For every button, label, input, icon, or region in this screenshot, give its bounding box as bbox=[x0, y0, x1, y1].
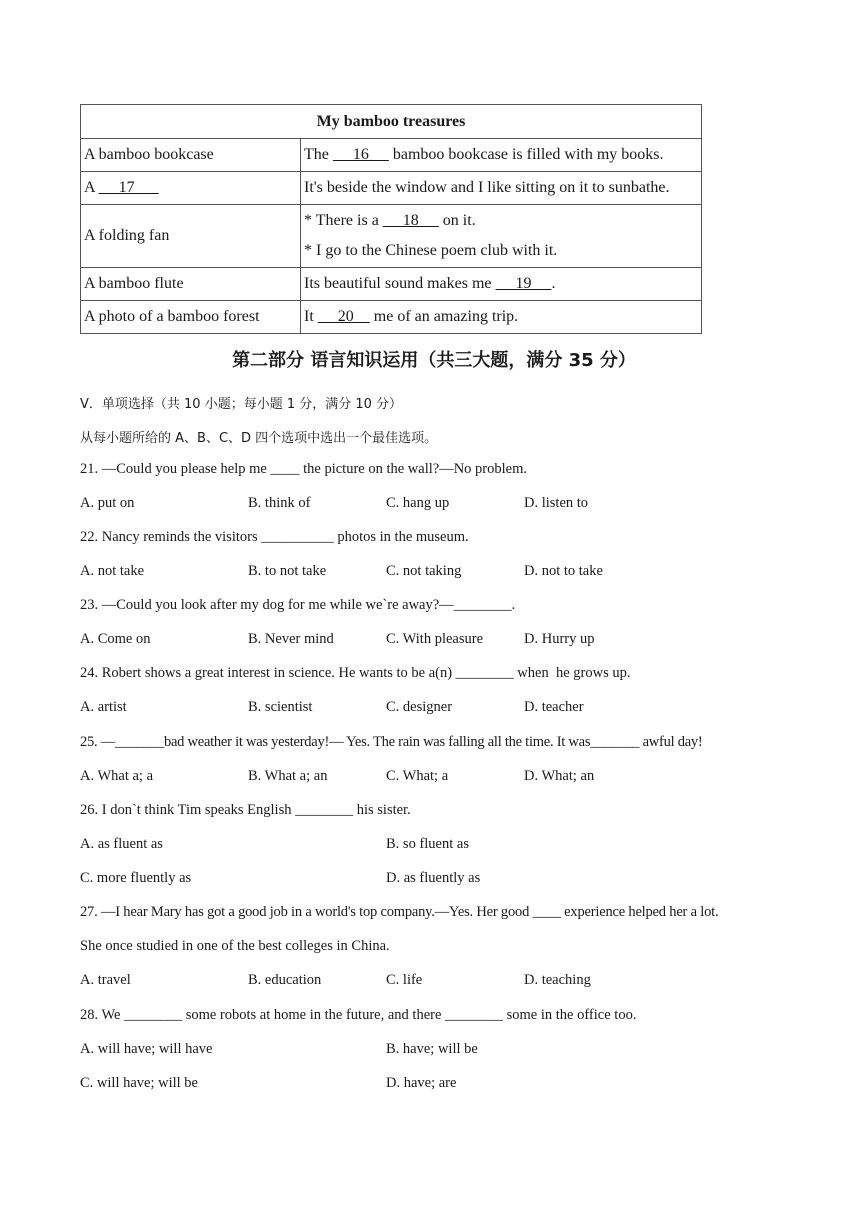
option-b: B. to not take bbox=[248, 563, 327, 579]
question-stem: 21. —Could you please help me ____ the picture on the wall?—No problem. bbox=[80, 461, 527, 477]
table-cell-item: A bamboo flute bbox=[81, 268, 301, 301]
table-row bbox=[81, 139, 702, 172]
option-b: B. Never mind bbox=[248, 631, 334, 647]
table-cell-desc bbox=[301, 205, 702, 268]
option-d: D. listen to bbox=[524, 495, 589, 511]
table-cell-item: A folding fan bbox=[81, 205, 301, 268]
table-cell-desc bbox=[301, 268, 702, 301]
section-title: 第二部分 语言知识运用（共三大题，满分 35 分） bbox=[232, 350, 636, 371]
option-c: C. hang up bbox=[386, 495, 450, 511]
question-stem: 27. —I hear Mary has got a good job in a world's top company.—Yes. Her good ____ experience helped her a lot. bbox=[80, 904, 719, 920]
option-d: D. not to take bbox=[524, 563, 603, 579]
bamboo-treasures-table bbox=[80, 104, 702, 334]
cell-line bbox=[304, 206, 698, 236]
question-stem: 23. —Could you look after my dog for me while we`re away?—________. bbox=[80, 597, 516, 613]
blank-18: 18 bbox=[382, 212, 439, 229]
option-a: A. put on bbox=[80, 495, 135, 511]
question-stem: 26. I don`t think Tim speaks English ________ his sister. bbox=[80, 802, 411, 818]
part-heading: V．单项选择（共 10 小题；每小题 1 分，满分 10 分） bbox=[80, 397, 403, 412]
option-a: A. as fluent as bbox=[80, 836, 163, 852]
cell-text: It bbox=[304, 308, 318, 325]
option-a: A. not take bbox=[80, 563, 145, 579]
table-cell-desc: It's beside the window and I like sitting on it to sunbathe. bbox=[301, 172, 702, 205]
cell-text: bamboo bookcase is filled with my books. bbox=[388, 146, 664, 163]
blank-20: 20 bbox=[317, 308, 370, 325]
table-cell-item: A photo of a bamboo forest bbox=[81, 301, 301, 334]
option-c: C. not taking bbox=[386, 563, 462, 579]
option-c: C. life bbox=[386, 972, 423, 988]
cell-text: Its beautiful sound makes me bbox=[304, 275, 496, 292]
table-row bbox=[81, 301, 702, 334]
question-stem: 24. Robert shows a great interest in science. He wants to be a(n) ________ when he grows up. bbox=[80, 665, 631, 681]
option-c: C. more fluently as bbox=[80, 870, 192, 886]
option-d: D. Hurry up bbox=[524, 631, 595, 647]
option-c: C. will have; will be bbox=[80, 1075, 198, 1091]
option-b: B. think of bbox=[248, 495, 311, 511]
table-row bbox=[81, 205, 702, 268]
cell-text: * There is a bbox=[304, 212, 383, 229]
option-a: A. will have; will have bbox=[80, 1041, 213, 1057]
question-stem: 25. —_______bad weather it was yesterday!— Yes. The rain was falling all the time. It was_______ awful day! bbox=[80, 734, 703, 750]
blank-19: 19 bbox=[495, 275, 552, 292]
option-d: D. teaching bbox=[524, 972, 591, 988]
cell-line: * I go to the Chinese poem club with it. bbox=[304, 242, 558, 259]
cell-text: . bbox=[551, 275, 556, 292]
table-cell-item bbox=[81, 172, 301, 205]
option-c: C. What; a bbox=[386, 768, 449, 784]
option-a: A. What a; a bbox=[80, 768, 154, 784]
part-instruction: 从每小题所给的 A、B、C、D 四个选项中选出一个最佳选项。 bbox=[80, 431, 438, 446]
option-c: C. With pleasure bbox=[386, 631, 484, 647]
option-d: D. as fluently as bbox=[386, 870, 481, 886]
table-row bbox=[81, 268, 702, 301]
table-title-row bbox=[81, 105, 702, 139]
option-a: A. travel bbox=[80, 972, 131, 988]
option-d: D. teacher bbox=[524, 699, 584, 715]
table-row bbox=[81, 172, 702, 205]
option-b: B. What a; an bbox=[248, 768, 328, 784]
table-cell-item: A bamboo bookcase bbox=[81, 139, 301, 172]
option-d: D. have; are bbox=[386, 1075, 457, 1091]
option-b: B. scientist bbox=[248, 699, 313, 715]
option-b: B. education bbox=[248, 972, 322, 988]
option-a: A. Come on bbox=[80, 631, 151, 647]
cell-text: A bbox=[84, 179, 99, 196]
option-b: B. have; will be bbox=[386, 1041, 478, 1057]
blank-17: 17 bbox=[98, 179, 159, 196]
cell-text: on it. bbox=[438, 212, 476, 229]
table-cell-desc bbox=[301, 139, 702, 172]
cell-text: The bbox=[304, 146, 333, 163]
option-d: D. What; an bbox=[524, 768, 595, 784]
question-stem-continued: She once studied in one of the best colleges in China. bbox=[80, 938, 390, 954]
cell-text: me of an amazing trip. bbox=[369, 308, 519, 325]
option-b: B. so fluent as bbox=[386, 836, 469, 852]
blank-16: 16 bbox=[332, 146, 389, 163]
table-cell-desc bbox=[301, 301, 702, 334]
question-stem: 28. We ________ some robots at home in the future, and there ________ some in the office too. bbox=[80, 1007, 637, 1023]
table-title: My bamboo treasures bbox=[81, 105, 702, 139]
question-stem: 22. Nancy reminds the visitors __________ photos in the museum. bbox=[80, 529, 469, 545]
option-c: C. designer bbox=[386, 699, 453, 715]
option-a: A. artist bbox=[80, 699, 127, 715]
